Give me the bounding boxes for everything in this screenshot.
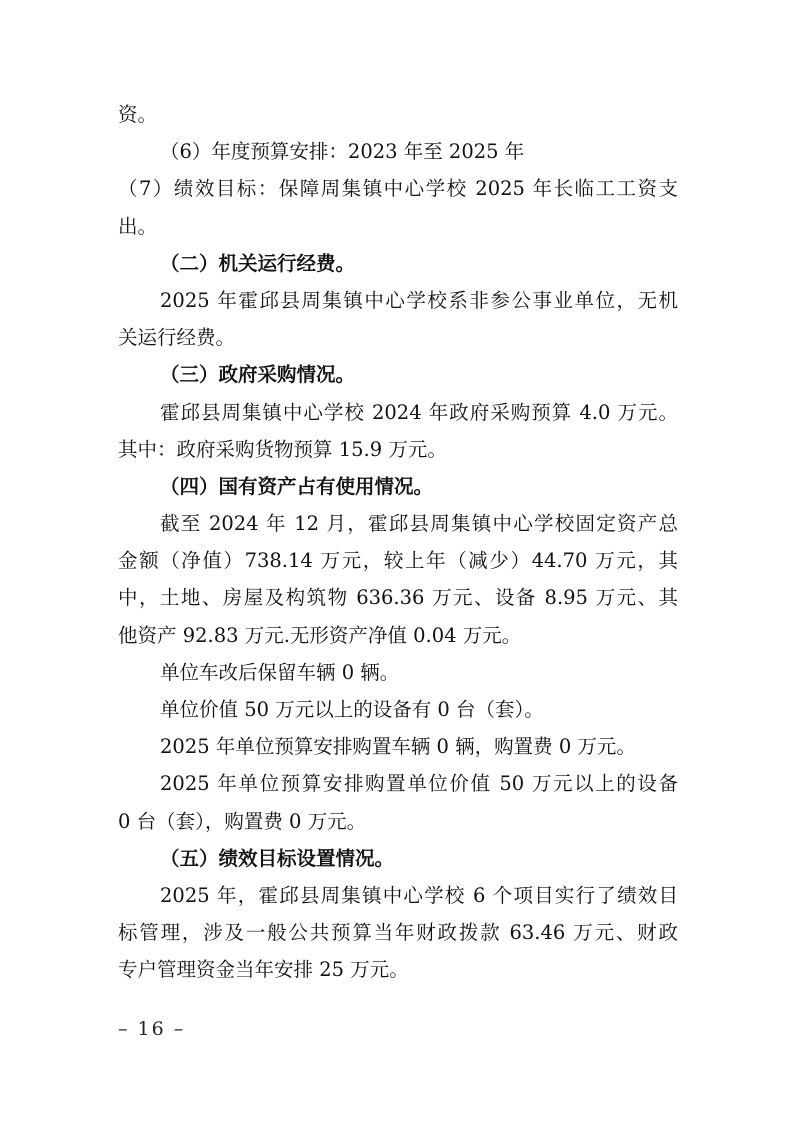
paragraph-line: 出。	[118, 214, 158, 238]
section-heading: （二）机关运行经费。	[160, 251, 356, 275]
paragraph-line: 2025 年单位预算安排购置单位价值 50 万元以上的设备	[160, 772, 678, 796]
paragraph-line: 霍邱县周集镇中心学校 2024 年政府采购预算 4.0 万元。	[160, 400, 678, 424]
paragraph-line: 2025 年，霍邱县周集镇中心学校 6 个项目实行了绩效目	[160, 883, 678, 907]
section-heading: （三）政府采购情况。	[160, 363, 356, 387]
paragraph-line: 关运行经费。	[118, 326, 236, 350]
paragraph-line: 单位车改后保留车辆 0 辆。	[160, 660, 400, 684]
paragraph-line: 其中：政府采购货物预算 15.9 万元。	[118, 437, 447, 461]
paragraph-line: 中，土地、房屋及构筑物 636.36 万元、设备 8.95 万元、其	[118, 586, 678, 610]
section-heading: （四）国有资产占有使用情况。	[160, 474, 434, 498]
paragraph-line: （6）年度预算安排：2023 年至 2025 年	[160, 140, 525, 164]
section-heading: （五）绩效目标设置情况。	[160, 846, 395, 870]
paragraph-line: 专户管理资金当年安排 25 万元。	[118, 958, 409, 982]
paragraph-line: 2025 年霍邱县周集镇中心学校系非参公事业单位，无机	[160, 288, 678, 312]
paragraph-line: （7）绩效目标：保障周集镇中心学校 2025 年长临工工资支	[118, 177, 678, 201]
paragraph-line: 截至 2024 年 12 月，霍邱县周集镇中心学校固定资产总	[160, 512, 678, 536]
paragraph-line: 资。	[118, 103, 158, 126]
paragraph-line: 标管理，涉及一般公共预算当年财政拨款 63.46 万元、财政	[118, 921, 678, 945]
paragraph-line: 单位价值 50 万元以上的设备有 0 台（套）。	[160, 698, 544, 721]
page-number: – 16 –	[118, 1018, 186, 1040]
paragraph-line: 0 台（套），购置费 0 万元。	[118, 809, 367, 833]
paragraph-line: 2025 年单位预算安排购置车辆 0 辆，购置费 0 万元。	[160, 735, 636, 759]
document-body	[118, 96, 678, 989]
paragraph-line: 他资产 92.83 万元.无形资产净值 0.04 万元。	[118, 623, 522, 647]
paragraph-line: 金额（净值）738.14 万元，较上年（减少）44.70 万元，其	[118, 549, 678, 573]
